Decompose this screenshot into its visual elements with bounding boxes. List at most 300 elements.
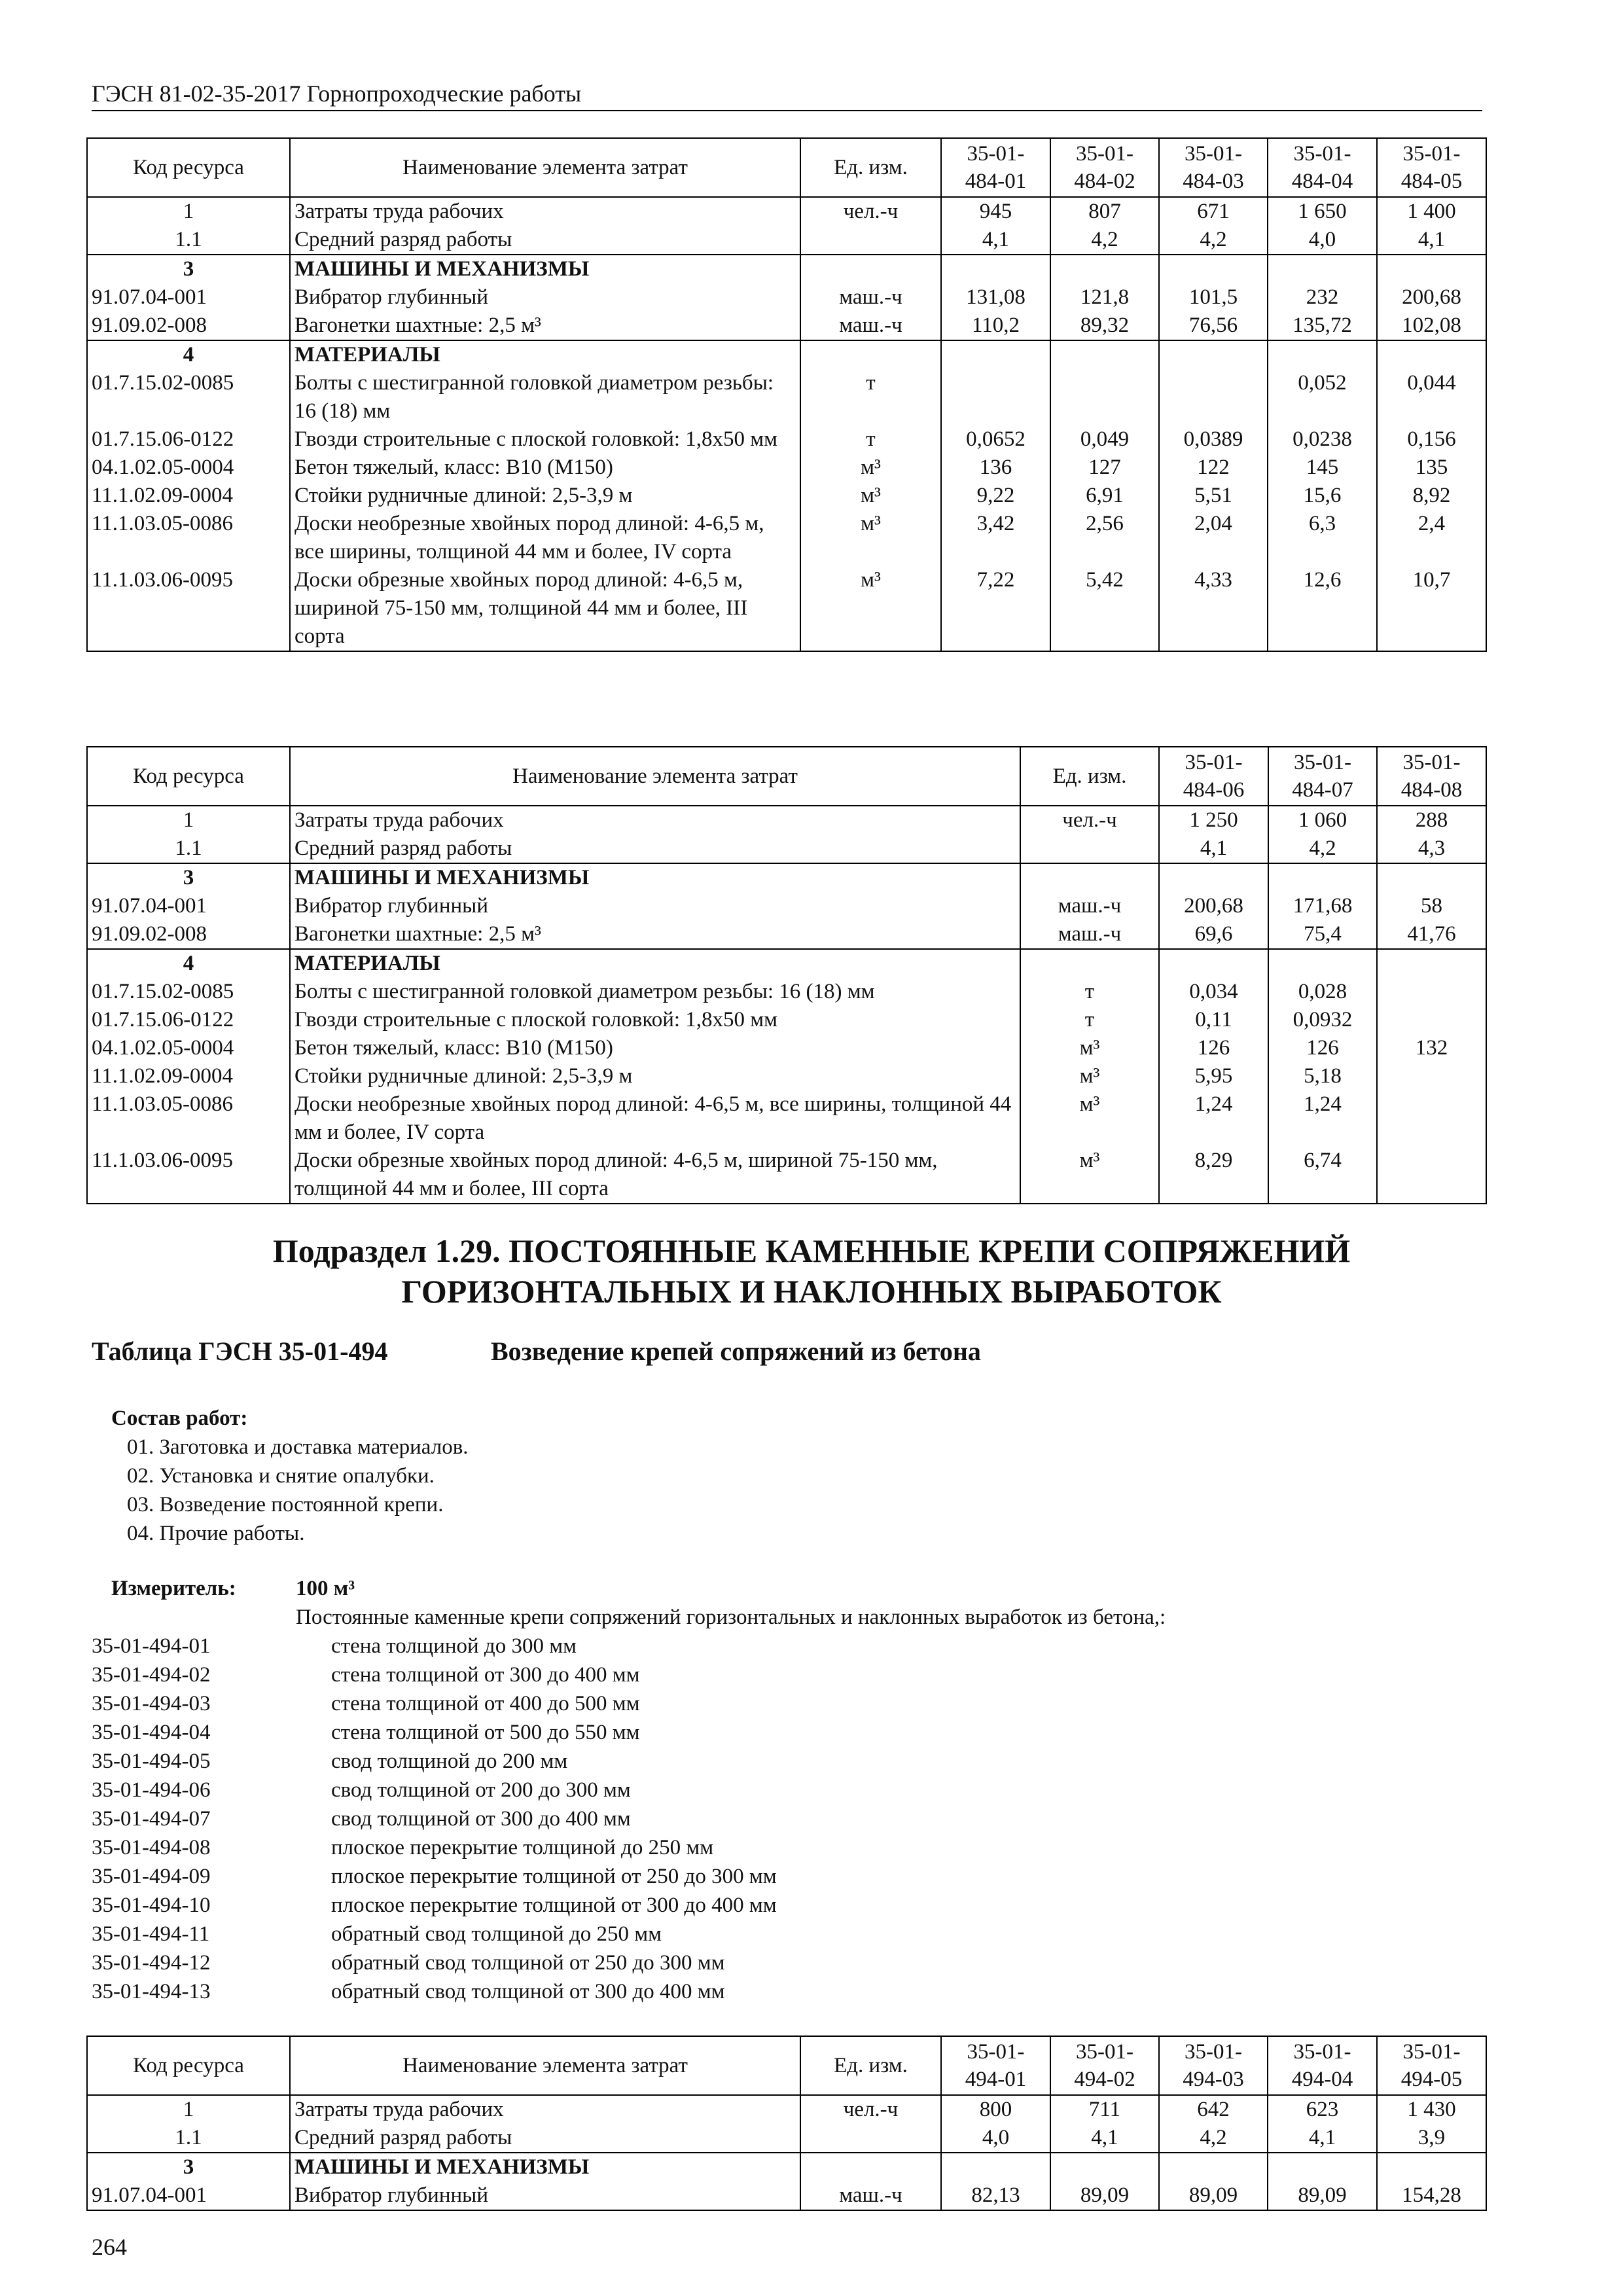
resource-code: 3 <box>87 2153 290 2181</box>
unit <box>800 340 941 369</box>
table-row <box>87 283 1486 312</box>
header-cost-element-name: Наименование элемента затрат <box>290 2036 800 2095</box>
cost-element-name: МАШИНЫ И МЕХАНИЗМЫ <box>290 2153 800 2181</box>
norm-value: 671 <box>1159 197 1268 226</box>
meter-item-code: 35-01-494-11 <box>92 1922 210 1946</box>
table-row <box>87 1147 1486 1204</box>
unit <box>800 2153 941 2181</box>
norm-value: 4,2 <box>1050 226 1159 255</box>
meter-item-text: обратный свод толщиной от 300 до 400 мм <box>331 1980 725 2003</box>
table-row <box>87 1006 1486 1034</box>
table-row <box>87 510 1486 566</box>
norm-value: 0,044 <box>1377 369 1486 425</box>
header-norm-code: 35-01- 494-01 <box>941 2036 1050 2095</box>
resource-table-484-06-08 <box>86 746 1487 1204</box>
header-resource-code: Код ресурса <box>87 138 290 197</box>
resource-code: 01.7.15.02-0085 <box>87 978 290 1006</box>
header-norm-code: 35-01- 484-03 <box>1159 138 1268 197</box>
subsection-title: Подраздел 1.29. ПОСТОЯННЫЕ КАМЕННЫЕ КРЕПИ СОПРЯЖЕНИЙ ГОРИЗОНТАЛЬНЫХ И НАКЛОННЫХ ВЫРАБОТОК <box>272 1232 1351 1310</box>
norm-value: 3,42 <box>941 510 1050 566</box>
norm-value: 5,18 <box>1268 1062 1377 1090</box>
resource-code: 11.1.03.06-0095 <box>87 1147 290 1204</box>
norm-value: 154,28 <box>1377 2181 1486 2210</box>
resource-code: 1.1 <box>87 2124 290 2153</box>
work-item: 01. Заготовка и доставка материалов. <box>127 1435 469 1459</box>
table-row <box>87 1090 1486 1147</box>
header-norm-code: 35-01- 484-04 <box>1268 138 1377 197</box>
meter-item <box>92 1920 1492 1948</box>
norm-value: 0,0389 <box>1159 425 1268 454</box>
norm-value: 288 <box>1377 806 1486 834</box>
norm-value <box>1268 2153 1377 2181</box>
table-row <box>87 2124 1486 2153</box>
norm-value: 1 250 <box>1159 806 1268 834</box>
norm-value: 945 <box>941 197 1050 226</box>
unit: м³ <box>1020 1062 1159 1090</box>
resource-code: 91.07.04-001 <box>87 283 290 312</box>
norm-value: 2,4 <box>1377 510 1486 566</box>
norm-value: 807 <box>1050 197 1159 226</box>
norm-value: 15,6 <box>1268 482 1377 510</box>
norm-value: 4,1 <box>1050 2124 1159 2153</box>
norm-value <box>1159 369 1268 425</box>
cost-element-name: Вагонетки шахтные: 2,5 м³ <box>290 920 1020 949</box>
norm-value: 2,56 <box>1050 510 1159 566</box>
meter-item-code: 35-01-494-06 <box>92 1778 211 1802</box>
unit <box>1020 834 1159 863</box>
norm-value: 200,68 <box>1159 892 1268 920</box>
header-norm-code: 35-01- 494-04 <box>1268 2036 1377 2095</box>
table-row <box>87 369 1486 425</box>
header-norm-code: 35-01- 484-05 <box>1377 138 1486 197</box>
norm-value: 7,22 <box>941 566 1050 651</box>
norm-value <box>1050 369 1159 425</box>
norm-value: 4,0 <box>941 2124 1050 2153</box>
norm-value: 642 <box>1159 2095 1268 2124</box>
norm-value <box>1268 863 1377 892</box>
norm-value <box>1050 2153 1159 2181</box>
meter-item <box>92 1862 1492 1891</box>
table-row <box>87 197 1486 226</box>
norm-value <box>1377 978 1486 1006</box>
table-row <box>87 255 1486 283</box>
cost-element-name: Вибратор глубинный <box>290 283 800 312</box>
meter-item-code: 35-01-494-12 <box>92 1951 211 1975</box>
norm-value: 0,034 <box>1159 978 1268 1006</box>
unit <box>800 255 941 283</box>
meter-item-code: 35-01-494-02 <box>92 1663 211 1687</box>
unit: м³ <box>800 454 941 482</box>
meter-item <box>92 1977 1492 2006</box>
norm-value: 76,56 <box>1159 312 1268 340</box>
table-row <box>87 834 1486 863</box>
meter-item-text: свод толщиной до 200 мм <box>331 1749 568 1773</box>
unit: маш.-ч <box>800 283 941 312</box>
unit <box>1020 949 1159 978</box>
norm-value <box>1159 2153 1268 2181</box>
meter-item <box>92 1747 1492 1776</box>
resource-code: 04.1.02.05-0004 <box>87 454 290 482</box>
meter-item-text: плоское перекрытие толщиной до 250 мм <box>331 1836 714 1859</box>
norm-value: 4,1 <box>1377 226 1486 255</box>
norm-value: 136 <box>941 454 1050 482</box>
norm-value: 1 650 <box>1268 197 1377 226</box>
meter-item-code: 35-01-494-04 <box>92 1721 211 1744</box>
cost-element-name: Гвозди строительные с плоской головкой: 1,8х50 мм <box>290 1006 1020 1034</box>
cost-element-name: Болты с шестигранной головкой диаметром резьбы: 16 (18) мм <box>290 978 1020 1006</box>
unit: м³ <box>800 566 941 651</box>
meter-item <box>92 1833 1492 1862</box>
unit: м³ <box>1020 1034 1159 1062</box>
unit: маш.-ч <box>1020 892 1159 920</box>
meter-item-text: стена толщиной от 500 до 550 мм <box>331 1721 640 1744</box>
norm-value: 711 <box>1050 2095 1159 2124</box>
norm-value: 135 <box>1377 454 1486 482</box>
cost-element-name: Стойки рудничные длиной: 2,5-3,9 м <box>290 1062 1020 1090</box>
norm-value: 127 <box>1050 454 1159 482</box>
norm-value <box>1377 255 1486 283</box>
norm-value: 41,76 <box>1377 920 1486 949</box>
norm-value: 121,8 <box>1050 283 1159 312</box>
meter-item-text: обратный свод толщиной до 250 мм <box>331 1922 662 1946</box>
norm-value: 1 430 <box>1377 2095 1486 2124</box>
norm-value: 122 <box>1159 454 1268 482</box>
norm-value: 5,42 <box>1050 566 1159 651</box>
norm-value <box>1377 863 1486 892</box>
header-norm-code: 35-01- 494-03 <box>1159 2036 1268 2095</box>
norm-value: 0,028 <box>1268 978 1377 1006</box>
cost-element-name: Вибратор глубинный <box>290 2181 800 2210</box>
page-header-title: ГЭСН 81-02-35-2017 Горнопроходческие работы <box>92 81 582 107</box>
cost-element-name: МАТЕРИАЛЫ <box>290 949 1020 978</box>
norm-value: 800 <box>941 2095 1050 2124</box>
unit: т <box>800 425 941 454</box>
header-unit: Ед. изм. <box>800 2036 941 2095</box>
norm-value <box>1268 949 1377 978</box>
norm-value <box>1159 255 1268 283</box>
norm-value: 1,24 <box>1159 1090 1268 1147</box>
norm-value: 145 <box>1268 454 1377 482</box>
meter-item <box>92 1804 1492 1833</box>
table-title <box>92 1335 981 1368</box>
norm-value <box>1268 340 1377 369</box>
header-unit: Ед. изм. <box>800 138 941 197</box>
norm-value: 232 <box>1268 283 1377 312</box>
resource-code: 11.1.03.05-0086 <box>87 1090 290 1147</box>
norm-value: 1 400 <box>1377 197 1486 226</box>
unit: чел.-ч <box>800 197 941 226</box>
table-code: Таблица ГЭСН 35-01-494 <box>92 1336 388 1366</box>
meter-item-text: стена толщиной от 400 до 500 мм <box>331 1692 640 1715</box>
unit: т <box>800 369 941 425</box>
norm-value: 4,0 <box>1268 226 1377 255</box>
meter-item-text: плоское перекрытие толщиной от 300 до 400 мм <box>331 1893 777 1917</box>
norm-value: 1 060 <box>1268 806 1377 834</box>
norm-value: 5,51 <box>1159 482 1268 510</box>
resource-code: 04.1.02.05-0004 <box>87 1034 290 1062</box>
norm-value <box>1159 949 1268 978</box>
work-composition-title: Состав работ: <box>111 1407 248 1430</box>
unit: м³ <box>1020 1147 1159 1204</box>
norm-value: 110,2 <box>941 312 1050 340</box>
meter-item <box>92 1948 1492 1977</box>
norm-value: 131,08 <box>941 283 1050 312</box>
resource-table-484-01-05 <box>86 137 1487 652</box>
header-resource-code: Код ресурса <box>87 2036 290 2095</box>
norm-value: 623 <box>1268 2095 1377 2124</box>
page-header <box>92 77 1482 111</box>
table-row <box>87 1034 1486 1062</box>
norm-value: 4,1 <box>1268 2124 1377 2153</box>
table-row <box>87 425 1486 454</box>
norm-value: 89,09 <box>1268 2181 1377 2210</box>
norm-value: 4,1 <box>941 226 1050 255</box>
cost-element-name: Доски необрезные хвойных пород длиной: 4-6,5 м, все ширины, толщиной 44 мм и более, IV сорта <box>290 510 800 566</box>
norm-value <box>1377 1062 1486 1090</box>
resource-code: 4 <box>87 340 290 369</box>
resource-code: 91.09.02-008 <box>87 920 290 949</box>
header-norm-code: 35-01- 484-08 <box>1377 747 1486 806</box>
meter-item-code: 35-01-494-07 <box>92 1807 211 1831</box>
meter-item-text: свод толщиной от 200 до 300 мм <box>331 1778 631 1802</box>
table-row <box>87 892 1486 920</box>
norm-value: 4,2 <box>1159 226 1268 255</box>
unit: т <box>1020 978 1159 1006</box>
meter-item-text: плоское перекрытие толщиной от 250 до 300 мм <box>331 1865 777 1888</box>
unit <box>800 2124 941 2153</box>
table-row <box>87 454 1486 482</box>
norm-value <box>941 369 1050 425</box>
header-norm-code: 35-01- 494-05 <box>1377 2036 1486 2095</box>
meter-label: Измеритель: <box>111 1577 236 1600</box>
cost-element-name: Затраты труда рабочих <box>290 197 800 226</box>
work-item: 04. Прочие работы. <box>127 1522 305 1545</box>
resource-code: 3 <box>87 255 290 283</box>
norm-value: 4,33 <box>1159 566 1268 651</box>
resource-code: 11.1.02.09-0004 <box>87 482 290 510</box>
resource-code: 91.09.02-008 <box>87 312 290 340</box>
meter-item <box>92 1632 1492 1660</box>
norm-value: 8,92 <box>1377 482 1486 510</box>
header-cost-element-name: Наименование элемента затрат <box>290 747 1020 806</box>
norm-value: 0,156 <box>1377 425 1486 454</box>
meter-item-code: 35-01-494-10 <box>92 1893 211 1917</box>
resource-code: 11.1.03.05-0086 <box>87 510 290 566</box>
norm-value <box>1377 340 1486 369</box>
norm-value: 0,0652 <box>941 425 1050 454</box>
header-unit: Ед. изм. <box>1020 747 1159 806</box>
cost-element-name: Доски обрезные хвойных пород длиной: 4-6,5 м, шириной 75-150 мм, толщиной 44 мм и более, III сорта <box>290 566 800 651</box>
norm-value: 126 <box>1159 1034 1268 1062</box>
norm-value: 3,9 <box>1377 2124 1486 2153</box>
unit: м³ <box>800 482 941 510</box>
unit: маш.-ч <box>800 2181 941 2210</box>
norm-value: 4,2 <box>1159 2124 1268 2153</box>
norm-value: 1,24 <box>1268 1090 1377 1147</box>
resource-code: 01.7.15.06-0122 <box>87 425 290 454</box>
norm-value: 69,6 <box>1159 920 1268 949</box>
unit: маш.-ч <box>800 312 941 340</box>
resource-code: 3 <box>87 863 290 892</box>
norm-value: 82,13 <box>941 2181 1050 2210</box>
header-resource-code: Код ресурса <box>87 747 290 806</box>
meter-item-code: 35-01-494-08 <box>92 1836 211 1859</box>
meter-item <box>92 1776 1492 1804</box>
unit: чел.-ч <box>800 2095 941 2124</box>
norm-value: 0,11 <box>1159 1006 1268 1034</box>
table-row <box>87 566 1486 651</box>
cost-element-name: Бетон тяжелый, класс: В10 (М150) <box>290 454 800 482</box>
norm-value: 0,0932 <box>1268 1006 1377 1034</box>
header-norm-code: 35-01- 484-06 <box>1159 747 1268 806</box>
meter-item-code: 35-01-494-13 <box>92 1980 211 2003</box>
table-name: Возведение крепей сопряжений из бетона <box>491 1336 981 1366</box>
norm-value <box>1377 1090 1486 1147</box>
meter-item <box>92 1718 1492 1747</box>
unit: чел.-ч <box>1020 806 1159 834</box>
norm-value: 89,09 <box>1159 2181 1268 2210</box>
norm-value: 0,052 <box>1268 369 1377 425</box>
cost-element-name: Средний разряд работы <box>290 2124 800 2153</box>
norm-value: 58 <box>1377 892 1486 920</box>
norm-value: 6,91 <box>1050 482 1159 510</box>
meter-item <box>92 1660 1492 1689</box>
meter-item-text: обратный свод толщиной от 250 до 300 мм <box>331 1951 725 1975</box>
norm-value <box>1377 1147 1486 1204</box>
resource-code: 1.1 <box>87 226 290 255</box>
cost-element-name: Болты с шестигранной головкой диаметром резьбы: 16 (18) мм <box>290 369 800 425</box>
norm-value <box>1377 949 1486 978</box>
norm-value: 126 <box>1268 1034 1377 1062</box>
table-row <box>87 340 1486 369</box>
header-norm-code: 35-01- 484-01 <box>941 138 1050 197</box>
norm-value <box>941 255 1050 283</box>
norm-value <box>1268 255 1377 283</box>
meter-item-text: стена толщиной от 300 до 400 мм <box>331 1663 640 1687</box>
unit <box>1020 863 1159 892</box>
resource-code: 1 <box>87 2095 290 2124</box>
table-row <box>87 482 1486 510</box>
norm-value <box>1377 2153 1486 2181</box>
norm-value <box>1377 1006 1486 1034</box>
meter-item <box>92 1689 1492 1718</box>
meter-item-code: 35-01-494-09 <box>92 1865 211 1888</box>
resource-code: 91.07.04-001 <box>87 892 290 920</box>
cost-element-name: Гвозди строительные с плоской головкой: 1,8х50 мм <box>290 425 800 454</box>
norm-value <box>1159 863 1268 892</box>
unit: маш.-ч <box>1020 920 1159 949</box>
norm-value: 4,3 <box>1377 834 1486 863</box>
table-row <box>87 806 1486 834</box>
resource-code: 1 <box>87 806 290 834</box>
resource-code: 1 <box>87 197 290 226</box>
meter-description: Постоянные каменные крепи сопряжений горизонтальных и наклонных выработок из бетона,: <box>296 1605 1166 1629</box>
norm-value: 132 <box>1377 1034 1486 1062</box>
cost-element-name: МАТЕРИАЛЫ <box>290 340 800 369</box>
resource-code: 01.7.15.06-0122 <box>87 1006 290 1034</box>
norm-value: 171,68 <box>1268 892 1377 920</box>
cost-element-name: Вибратор глубинный <box>290 892 1020 920</box>
norm-value: 8,29 <box>1159 1147 1268 1204</box>
resource-code: 1.1 <box>87 834 290 863</box>
norm-value: 200,68 <box>1377 283 1486 312</box>
table-row <box>87 920 1486 949</box>
meter-item-code: 35-01-494-01 <box>92 1634 211 1658</box>
norm-value: 6,3 <box>1268 510 1377 566</box>
norm-value <box>1050 340 1159 369</box>
meter-item-text: свод толщиной от 300 до 400 мм <box>331 1807 631 1831</box>
cost-element-name: МАШИНЫ И МЕХАНИЗМЫ <box>290 863 1020 892</box>
cost-element-name: Вагонетки шахтные: 2,5 м³ <box>290 312 800 340</box>
resource-code: 4 <box>87 949 290 978</box>
norm-value: 0,049 <box>1050 425 1159 454</box>
header-norm-code: 35-01- 484-02 <box>1050 138 1159 197</box>
cost-element-name: Средний разряд работы <box>290 226 800 255</box>
cost-element-name: Доски необрезные хвойных пород длиной: 4-6,5 м, все ширины, толщиной 44 мм и более, IV сорта <box>290 1090 1020 1147</box>
norm-value <box>1159 340 1268 369</box>
norm-value: 4,2 <box>1268 834 1377 863</box>
resource-code: 01.7.15.02-0085 <box>87 369 290 425</box>
norm-value: 12,6 <box>1268 566 1377 651</box>
norm-value: 10,7 <box>1377 566 1486 651</box>
norm-value <box>1050 255 1159 283</box>
table-row <box>87 2095 1486 2124</box>
norm-value: 9,22 <box>941 482 1050 510</box>
norm-value: 89,09 <box>1050 2181 1159 2210</box>
norm-value: 101,5 <box>1159 283 1268 312</box>
resource-table-494-01-05 <box>86 2036 1487 2211</box>
work-composition <box>111 1404 469 1548</box>
meter-value: 100 м³ <box>296 1577 355 1600</box>
resource-code: 11.1.03.06-0095 <box>87 566 290 651</box>
norm-value: 0,0238 <box>1268 425 1377 454</box>
meter-item-text: стена толщиной до 300 мм <box>331 1634 577 1658</box>
norm-value <box>941 2153 1050 2181</box>
page-number: 264 <box>92 2234 127 2260</box>
norm-value: 2,04 <box>1159 510 1268 566</box>
cost-element-name: Затраты труда рабочих <box>290 2095 800 2124</box>
unit: т <box>1020 1006 1159 1034</box>
unit: м³ <box>1020 1090 1159 1147</box>
cost-element-name: МАШИНЫ И МЕХАНИЗМЫ <box>290 255 800 283</box>
meter-item-code: 35-01-494-05 <box>92 1749 211 1773</box>
cost-element-name: Средний разряд работы <box>290 834 1020 863</box>
table-row <box>87 2153 1486 2181</box>
cost-element-name: Стойки рудничные длиной: 2,5-3,9 м <box>290 482 800 510</box>
table-row <box>87 226 1486 255</box>
table-row <box>87 1062 1486 1090</box>
meter-item <box>92 1891 1492 1920</box>
norm-value: 75,4 <box>1268 920 1377 949</box>
cost-element-name: Затраты труда рабочих <box>290 806 1020 834</box>
unit: м³ <box>800 510 941 566</box>
table-row <box>87 863 1486 892</box>
norm-value: 89,32 <box>1050 312 1159 340</box>
resource-code: 91.07.04-001 <box>87 2181 290 2210</box>
norm-value: 5,95 <box>1159 1062 1268 1090</box>
table-row <box>87 949 1486 978</box>
cost-element-name: Доски обрезные хвойных пород длиной: 4-6,5 м, шириной 75-150 мм, толщиной 44 мм и более, III сорта <box>290 1147 1020 1204</box>
table-row <box>87 2181 1486 2210</box>
norm-value <box>941 340 1050 369</box>
work-item: 02. Установка и снятие опалубки. <box>127 1464 435 1488</box>
norm-value: 135,72 <box>1268 312 1377 340</box>
unit <box>800 226 941 255</box>
work-item: 03. Возведение постоянной крепи. <box>127 1493 444 1516</box>
norm-value: 4,1 <box>1159 834 1268 863</box>
norm-value: 102,08 <box>1377 312 1486 340</box>
resource-code: 11.1.02.09-0004 <box>87 1062 290 1090</box>
